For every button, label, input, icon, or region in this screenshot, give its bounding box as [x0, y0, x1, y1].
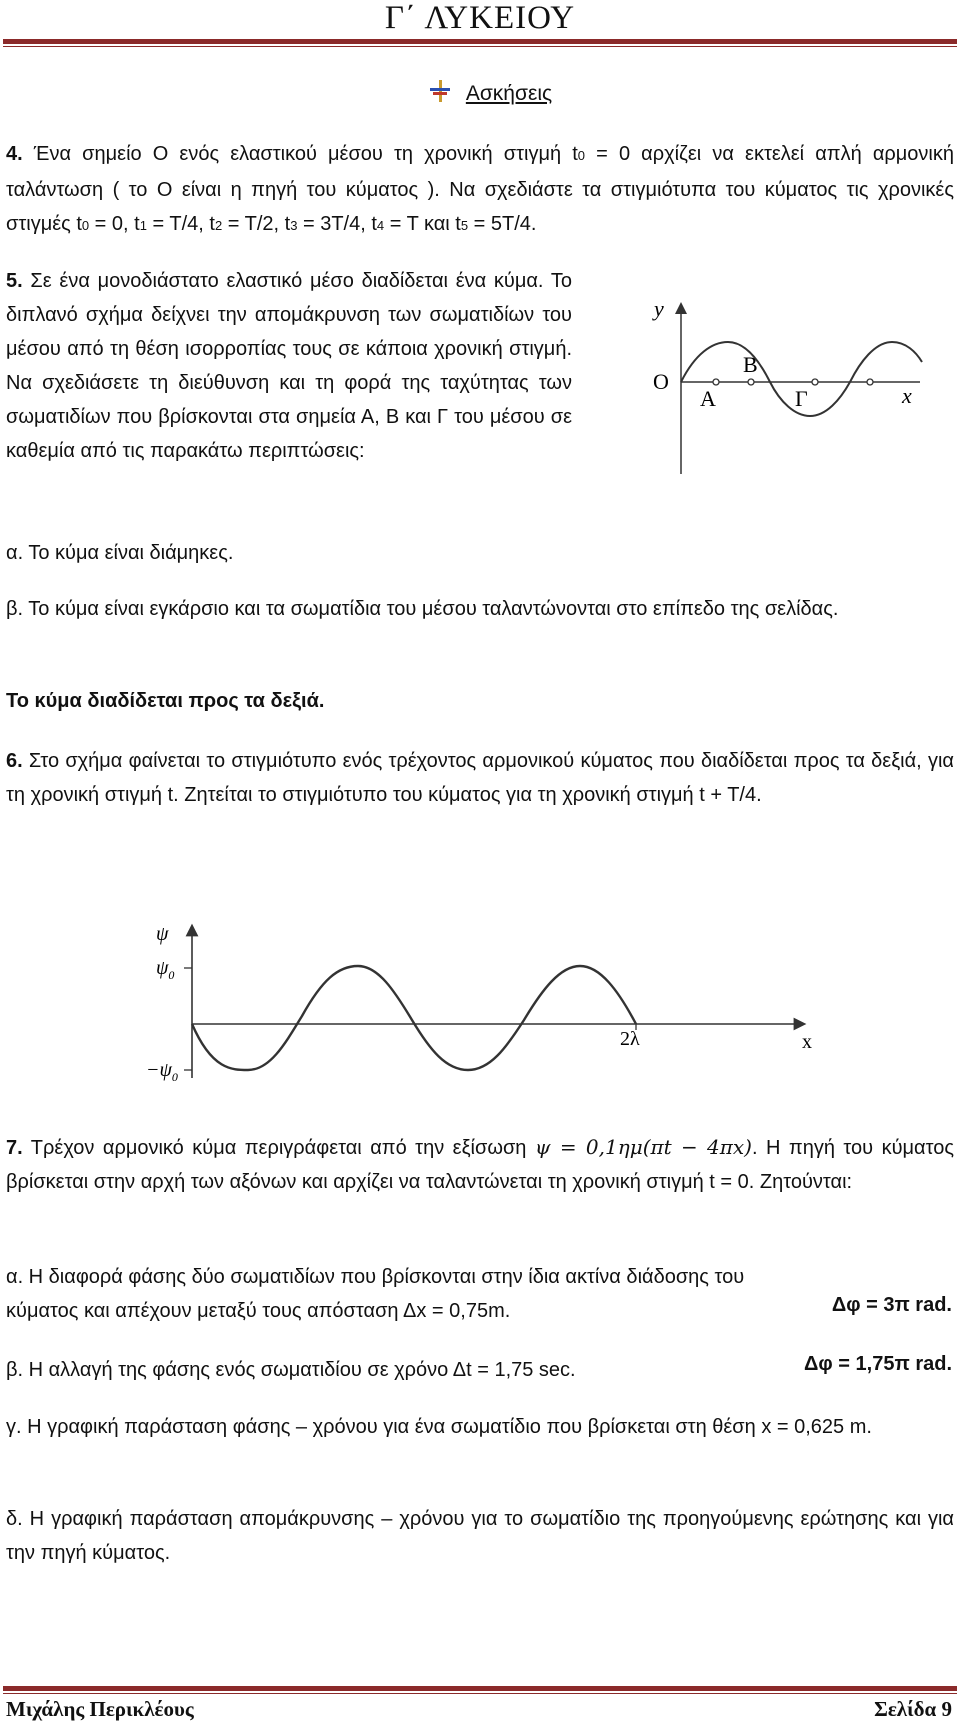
- wave-curve: [192, 966, 636, 1070]
- point-a-label: A: [700, 386, 716, 411]
- q7-part-c: γ. Η γραφική παράσταση φάσης – χρόνου για ένα σωματίδιο που βρίσκεται στη θέση x = 0,625 m.: [6, 1416, 872, 1438]
- question-5: [6, 264, 572, 468]
- q7-text: Τρέχον αρμονικό κύμα περιγράφεται από την εξίσωση: [22, 1137, 535, 1159]
- q4-text: = 0 αρχίζει να εκτελεί απλή αρμονική ταλάντωση ( το Ο είναι η πηγή του κύματος ). Να σχεδιάστε τα στιγμιότυπα του κύματος τις χρονικές στιγμές t: [6, 143, 954, 235]
- question-number: 4.: [6, 143, 23, 165]
- subscript: 1: [139, 218, 147, 233]
- q5-note: Το κύμα διαδίδεται προς τα δεξιά.: [6, 690, 325, 712]
- q4-text: = 0, t: [89, 213, 140, 235]
- point-b-marker: [812, 379, 818, 385]
- q5-part-b: β. Το κύμα είναι εγκάρσιο και τα σωματίδια του μέσου ταλαντώνονται στο επίπεδο της σελίδας.: [6, 598, 839, 620]
- question-7: [6, 1130, 954, 1199]
- footer-rule: [3, 1686, 957, 1691]
- point-b-label: B: [743, 352, 758, 377]
- subscript: 4: [376, 218, 385, 233]
- q7-text: . Η πηγή του κύματος βρίσκεται στην αρχή των αξόνων και αρχίζει να ταλαντώνεται τη χρονική στιγμή t = 0. Ζητούνται:: [6, 1137, 954, 1193]
- amp-sub: 0: [168, 968, 175, 982]
- origin-label: O: [653, 369, 669, 394]
- header-rule-thin: [3, 46, 957, 47]
- figure-q6-wave: [146, 920, 840, 1100]
- q4-text: = T και t: [384, 213, 461, 235]
- question-6: [6, 744, 954, 812]
- two-lambda-label: 2λ: [620, 1028, 640, 1050]
- wave-equation: ψ = 0,1ημ(πt − 4πx): [534, 1135, 752, 1159]
- q7-part-b: β. Η αλλαγή της φάσης ενός σωματιδίου σε χρόνο Δt = 1,75 sec.: [6, 1359, 576, 1381]
- point-a-marker: [713, 379, 719, 385]
- q7-part-a-answer: Δφ = 3π rad.: [831, 1294, 952, 1316]
- q4-text: = T/4, t: [146, 213, 215, 235]
- point-g-label: Γ: [795, 386, 808, 411]
- point-g-marker: [867, 379, 873, 385]
- question-number: 6.: [6, 750, 23, 772]
- question-number: 5.: [6, 270, 23, 292]
- q7-part-a: α. Η διαφορά φάσης δύο σωματιδίων που βρίσκονται στην ίδια ακτίνα διάδοσης του κύματος και απέχουν μεταξύ τους απόσταση Δx = 0,75m.: [6, 1266, 745, 1322]
- q4-text: = 5T/4.: [468, 213, 537, 235]
- footer-rule-thin: [3, 1693, 957, 1694]
- neg-amp-sub: 0: [171, 1070, 178, 1084]
- pin-icon: [430, 82, 456, 105]
- section-title: Ασκήσεις: [465, 82, 553, 105]
- page-header-title: Γ΄ ΛΥΚΕΙΟΥ: [384, 0, 576, 36]
- section-heading: [430, 80, 552, 106]
- y-label: ψ: [156, 923, 169, 945]
- amp-symbol: ψ: [156, 957, 169, 979]
- x-label: x: [902, 383, 912, 408]
- question-number: 7.: [6, 1137, 23, 1159]
- subscript: 0: [81, 218, 90, 233]
- q4-text: = 3T/4, t: [297, 213, 377, 235]
- q7-part-d: δ. Η γραφική παράσταση απομάκρυνσης – χρόνου για το σωματίδιο της προηγούμενης ερώτησης και για την πηγή κύματος.: [6, 1508, 954, 1564]
- q5-part-a: α. Το κύμα είναι διάμηκες.: [6, 542, 234, 564]
- amp-label: [156, 957, 174, 982]
- x-label: x: [802, 1031, 812, 1053]
- point-marker: [748, 379, 754, 385]
- q4-text: = T/2, t: [222, 213, 291, 235]
- neg-amp-symbol: −ψ: [146, 1059, 172, 1081]
- q7-part-b-answer: Δφ = 1,75π rad.: [804, 1353, 952, 1375]
- q6-text: Στο σχήμα φαίνεται το στιγμιότυπο ενός τρέχοντος αρμονικού κύματος που διαδίδεται προς τα δεξιά, για τη χρονική στιγμή t. Ζητείται το στιγμιότυπο του κύματος για τη χρονική στιγμή t + T/4.: [6, 750, 954, 806]
- y-label: y: [654, 296, 664, 321]
- subscript: 3: [290, 218, 298, 233]
- neg-amp-label: [146, 1059, 178, 1084]
- q5-text: Σε ένα μονοδιάστατο ελαστικό μέσο διαδίδεται ένα κύμα. Το διπλανό σχήμα δείχνει την απομάκρυνση των σωματιδίων του μέσου από τη θέση ισορροπίας τους σε κάποια χρονική στιγμή. Να σχεδιάσετε τη διεύθυνση και τη φορά της ταχύτητας των σωματιδίων που βρίσκονται στα σημεία Α, Β και Γ του μέσου σε καθεμία από τις παρακάτω περιπτώσεις:: [6, 270, 572, 462]
- subscript: 0: [577, 148, 586, 163]
- question-4: [6, 137, 954, 243]
- footer-page-number: Σελίδα 9: [874, 1697, 952, 1721]
- subscript: 2: [214, 218, 223, 233]
- figure-q5-wave: [640, 296, 940, 476]
- subscript: 5: [460, 218, 469, 233]
- q4-text: Ένα σημείο Ο ενός ελαστικού μέσου τη χρονική στιγμή t: [22, 143, 578, 165]
- header-rule: [3, 39, 957, 44]
- footer-author: Μιχάλης Περικλέους: [6, 1697, 194, 1721]
